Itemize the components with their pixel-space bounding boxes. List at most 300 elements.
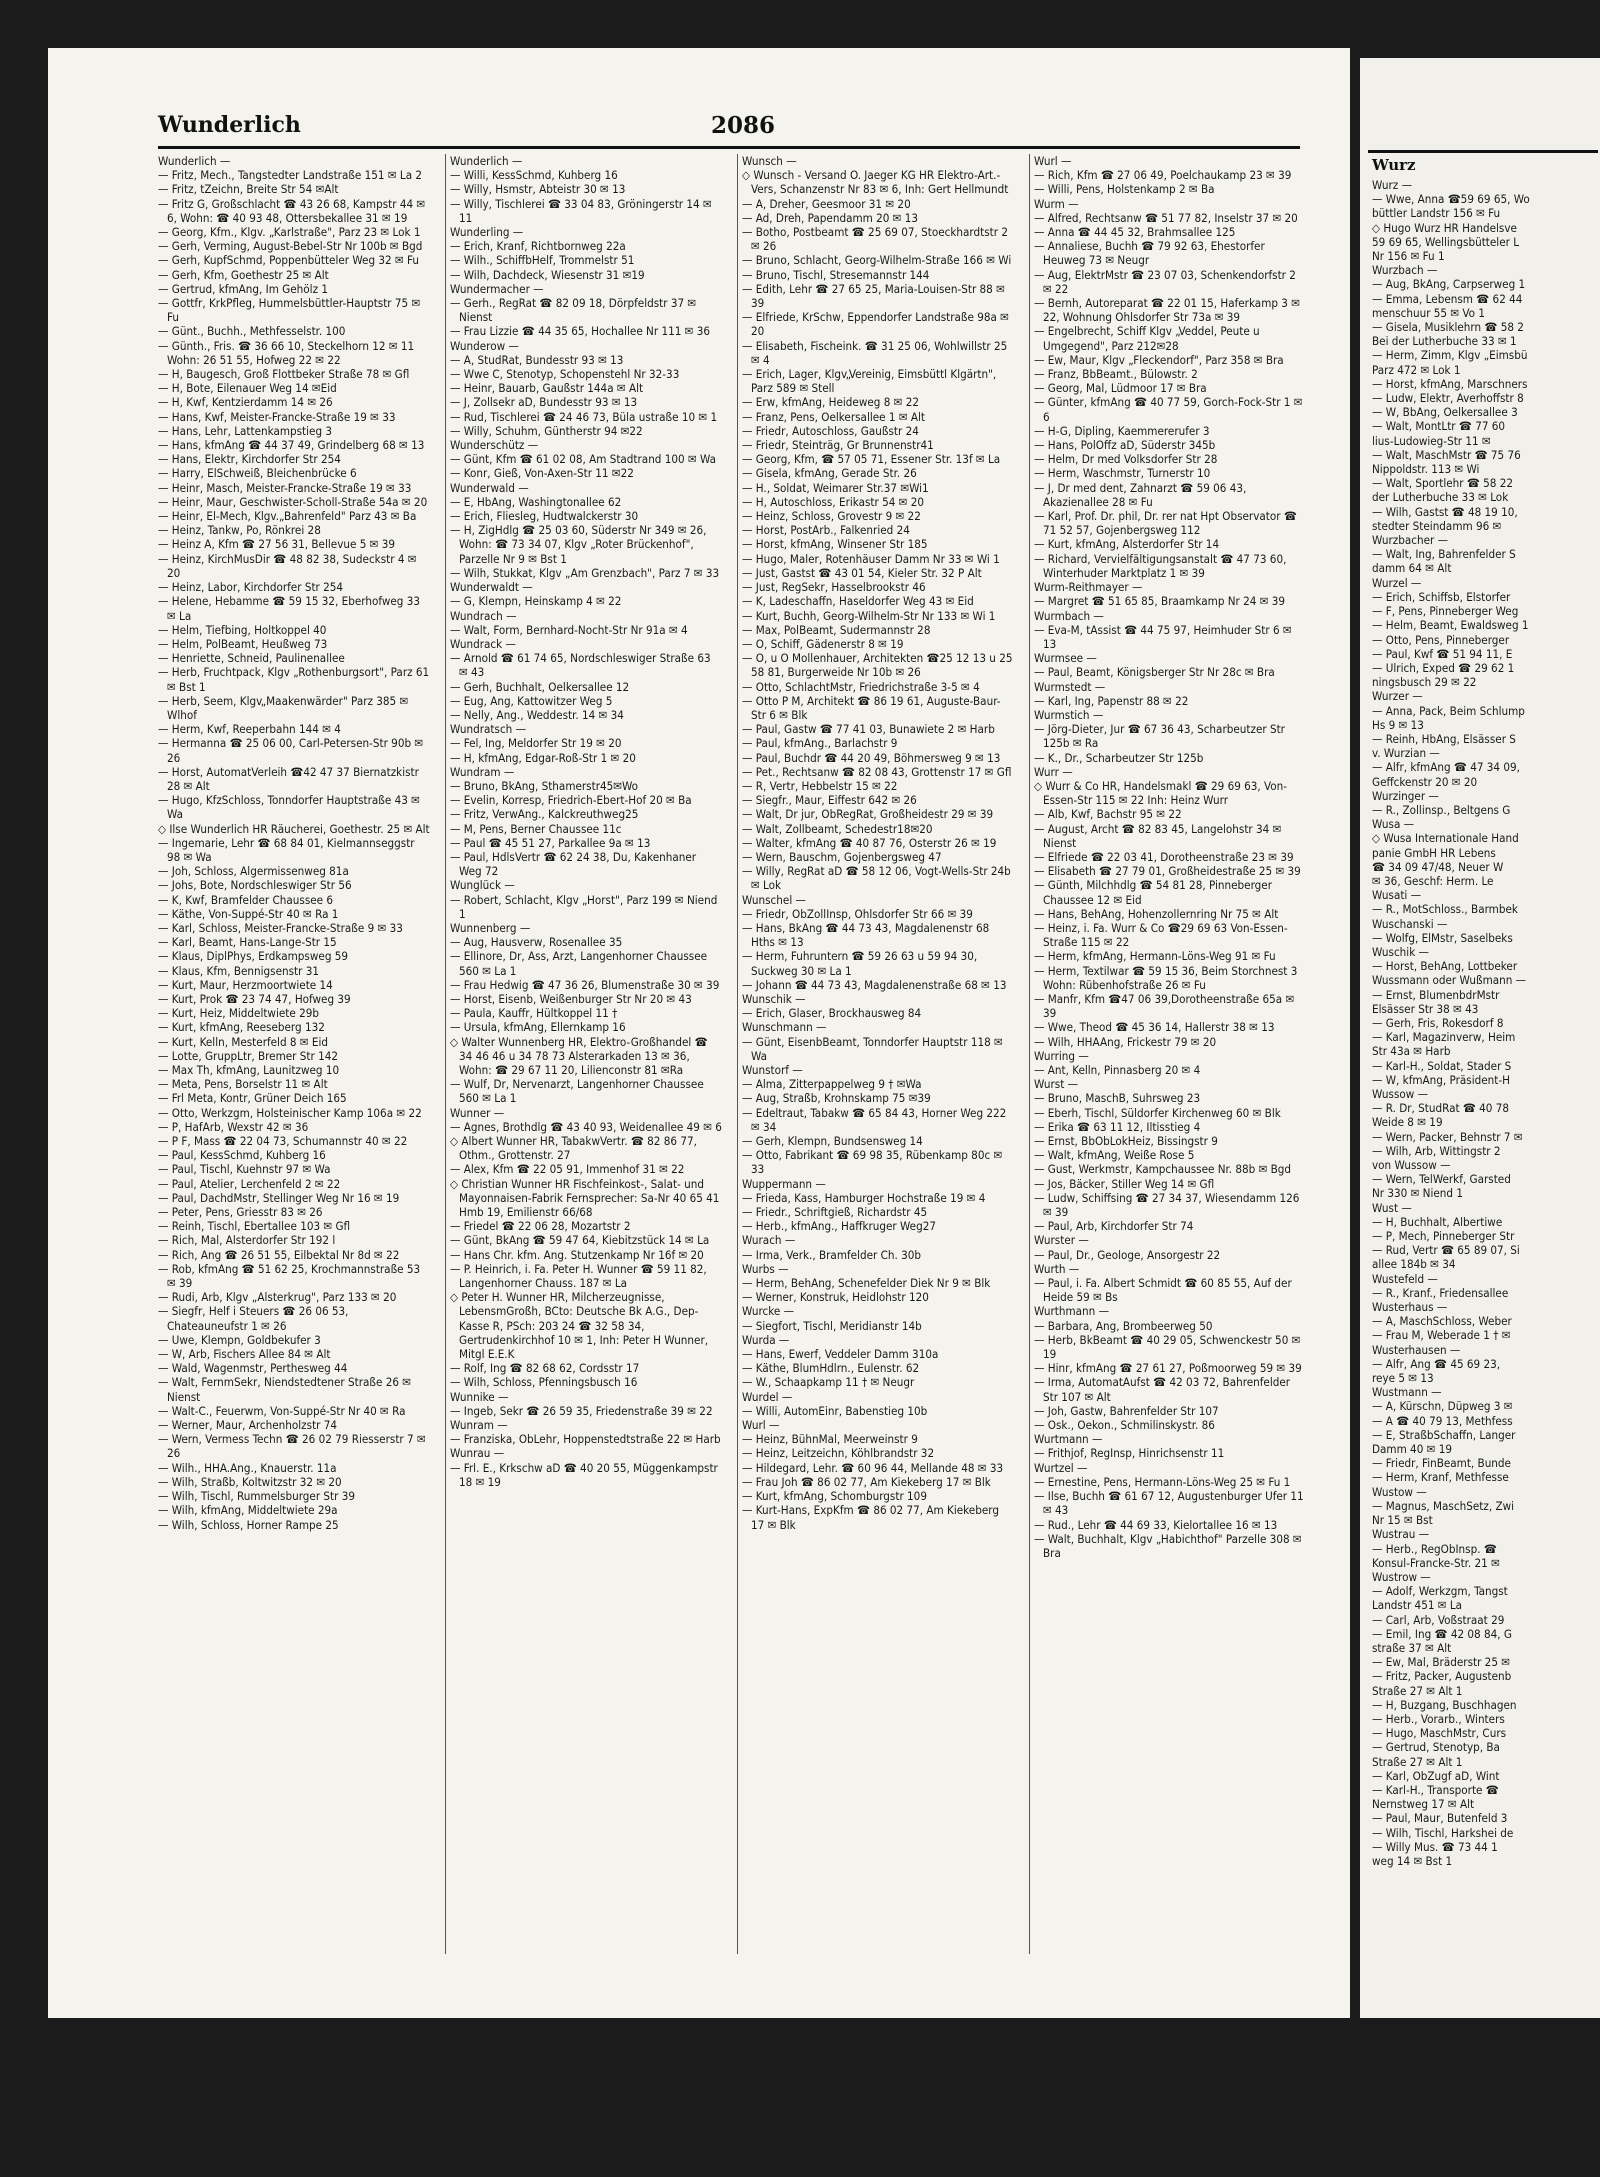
listing-entry: — Paul, Arb, Kirchdorfer Str 74: [1034, 1219, 1194, 1234]
listing-entry: — Lotte, GruppLtr, Bremer Str 142: [158, 1048, 338, 1063]
next-page-line: Wustow —: [1372, 1484, 1427, 1499]
listing-entry: — Hans, Lehr, Lattenkampstieg 3: [158, 423, 333, 438]
listing-entry: Wurtmann —: [1034, 1432, 1103, 1447]
listing-entry: Wundratsch —: [450, 722, 527, 737]
listing-entry: — Herm, kfmAng, Hermann-Löns-Weg 91 ✉ Fu: [1034, 949, 1276, 964]
listing-entry: — Rud, Tischlerei ☎ 24 46 73, Büla ustraße 10 ✉ 1: [450, 409, 718, 424]
listing-entry: — Gerh., RegRat ☎ 82 09 18, Dörpfeldstr 37 ✉ Nienst: [450, 296, 697, 325]
listing-entry: — Franz, Pens, Oelkersallee 1 ✉ Alt: [742, 409, 926, 424]
listing-entry: — Heinz, Labor, Kirchdorfer Str 254: [158, 580, 344, 595]
listing-entry: — Gerh, Buchhalt, Oelkersallee 12: [450, 679, 630, 694]
listing-entry: — Fritz, Mech., Tangstedter Landstraße 151 ✉ La 2: [158, 168, 423, 183]
listing-entry: — Otto, Werkzgm, Holsteinischer Kamp 106a ✉ 22: [158, 1105, 422, 1120]
next-page-line: Nr 330 ✉ Niend 1: [1372, 1186, 1463, 1201]
next-page-line: der Lutherbuche 33 ✉ Lok: [1372, 490, 1509, 505]
listing-entry: — Paul, DachdMstr, Stellinger Weg Nr 16 ✉ 19: [158, 1190, 400, 1205]
directory-page: [48, 48, 1350, 2018]
listing-entry: — Rolf, Ing ☎ 82 68 62, Cordsstr 17: [450, 1361, 640, 1376]
listing-entry: Wunderow —: [450, 338, 519, 353]
listing-entry: Wunderschütz —: [450, 438, 539, 453]
listing-entry: — Helm, PolBeamt, Heußweg 73: [158, 636, 328, 651]
listing-entry: — Kurt, kfmAng, Alsterdorfer Str 14: [1034, 537, 1220, 552]
listing-entry: — Heinz, i. Fa. Wurr & Co ☎29 69 63 Von-Essen-Straße 115 ✉ 22: [1034, 920, 1288, 950]
next-page-line: — Wilh, Arb, Wittingstr 2: [1372, 1143, 1501, 1158]
listing-entry: — H, Autoschloss, Erikastr 54 ✉ 20: [742, 494, 925, 509]
listing-entry: — K, Ladeschaffn, Haseldorfer Weg 43 ✉ Eid: [742, 594, 974, 609]
next-page-line: stedter Steindamm 96 ✉: [1372, 518, 1502, 533]
listing-entry: — Herm, Kwf, Reeperbahn 144 ✉ 4: [158, 722, 341, 737]
listing-entry: — Günt., Buchh., Methfesselstr. 100: [158, 324, 346, 339]
listing-entry: — Walt-C., Feuerwm, Von-Suppé-Str Nr 40 ✉ Ra: [158, 1403, 406, 1418]
next-page-line: weg 14 ✉ Bst 1: [1372, 1853, 1453, 1868]
listing-entry: — Karl, Prof. Dr. phil, Dr. rer nat Hpt Observator ☎ 71 52 57, Gojenbergsweg 112: [1034, 509, 1297, 538]
next-page-line: — F, Pens, Pinneberger Weg: [1372, 604, 1519, 619]
listing-entry: — Wilh, Schloss, Pfenningsbusch 16: [450, 1375, 638, 1390]
next-page-line: — Anna, Pack, Beim Schlump: [1372, 703, 1525, 718]
listing-entry: — Georg, Mal, Lüdmoor 17 ✉ Bra: [1034, 381, 1207, 396]
listing-entry: — Elfriede, KrSchw, Eppendorfer Landstraße 98a ✉ 20: [742, 310, 1009, 339]
listing-entry: — Helene, Hebamme ☎ 59 15 32, Eberhofweg 33 ✉ La: [158, 594, 421, 623]
listing-entry: — Klaus, Kfm, Bennigsenstr 31: [158, 963, 320, 978]
next-page-line: — Hugo, MaschMstr, Curs: [1372, 1726, 1507, 1741]
listing-entry: — Paula, Kauffr, Hültkoppel 11 †: [450, 1006, 618, 1021]
listing-entry: — Fritz, tZeichn, Breite Str 54 ✉Alt: [158, 182, 339, 197]
listing-entry: — Walt, Form, Bernhard-Nocht-Str Nr 91a ✉ 4: [450, 622, 688, 637]
listing-entry: Wunschik —: [742, 991, 806, 1006]
page-number: 2086: [711, 112, 776, 139]
listing-entry: — Hans, BehAng, Hohenzollernring Nr 75 ✉ Alt: [1034, 906, 1279, 921]
listing-entry: — Gerh, Kfm, Goethestr 25 ✉ Alt: [158, 267, 329, 282]
next-page-line: — Friedr, FinBeamt, Bunde: [1372, 1456, 1511, 1471]
listing-entry: Wuppermann —: [742, 1176, 826, 1191]
listing-entry: — Erich, Glaser, Brockhausweg 84: [742, 1006, 922, 1021]
next-page-line: Damm 40 ✉ 19: [1372, 1442, 1452, 1457]
listing-entry: — Elisabeth ☎ 27 79 01, Großheidestraße 25 ✉ 39: [1034, 864, 1301, 879]
listing-entry: ◇ Albert Wunner HR, TabakwVertr. ☎ 82 86 77, Othm., Grottenstr. 27: [450, 1134, 697, 1163]
next-page-line: Wurz —: [1372, 178, 1413, 192]
next-page-line: — Herm, Kranf, Methfesse: [1372, 1470, 1509, 1485]
listing-entry: — Robert, Schlacht, Klgv „Horst", Parz 199 ✉ Niend 1: [450, 892, 718, 921]
listing-entry: — Paul, Buchdr ☎ 44 20 49, Böhmersweg 9 ✉ 13: [742, 750, 1001, 765]
listing-entry: — Gerh, Klempn, Bundsensweg 14: [742, 1134, 923, 1149]
listing-entry: — Rud., Lehr ☎ 44 69 33, Kielortallee 16 ✉ 13: [1034, 1517, 1278, 1532]
listing-entry: — Willi, AutomEinr, Babenstieg 10b: [742, 1403, 928, 1418]
listing-entry: — Irma, AutomatAufst ☎ 42 03 72, Bahrenfelder Str 107 ✉ Alt: [1034, 1375, 1291, 1404]
listing-entry: — Günt, EisenbBeamt, Tonndorfer Hauptstr 118 ✉ Wa: [742, 1034, 1003, 1063]
listing-entry: Wunderlich —: [450, 154, 523, 168]
listing-entry: — Peter, Pens, Griesstr 83 ✉ 26: [158, 1205, 323, 1220]
next-page-line: — P, Mech, Pinneberger Str: [1372, 1229, 1515, 1244]
next-page-line: Wuschanski —: [1372, 916, 1448, 931]
listing-entry: — Erw, kfmAng, Heideweg 8 ✉ 22: [742, 395, 919, 410]
next-page-line: — Emil, Ing ☎ 42 08 84, G: [1372, 1626, 1512, 1641]
listing-entry: Wurach —: [742, 1233, 796, 1248]
listing-entry: — Heinz, BühnMal, Meerweinstr 9: [742, 1432, 918, 1447]
listing-entry: — Wern, Bauschm, Gojenbergsweg 47: [742, 849, 942, 864]
listing-entry: — Franziska, ObLehr, Hoppenstedtstraße 22 ✉ Harb: [450, 1432, 721, 1447]
listing-entry: — Karl, Ing, Papenstr 88 ✉ 22: [1034, 693, 1189, 708]
listing-entry: Wurmstedt —: [1034, 679, 1106, 694]
next-page-line: — Karl, ObZugf aD, Wint: [1372, 1768, 1500, 1783]
listing-entry: — Bruno, BkAng, Sthamerstr45✉Wo: [450, 778, 639, 793]
listing-entry: — H, kfmAng, Edgar-Roß-Str 1 ✉ 20: [450, 750, 636, 765]
listing-entry: — Karl, Beamt, Hans-Lange-Str 15: [158, 935, 337, 950]
next-page-line: — Aug, BkAng, Carpserweg 1: [1372, 277, 1526, 292]
listing-entry: — Joh, Gastw, Bahrenfelder Str 107: [1034, 1403, 1219, 1418]
listing-entry: — Ilse, Buchh ☎ 61 67 12, Augustenburger Ufer 11 ✉ 43: [1034, 1489, 1304, 1518]
next-page-line: — Erich, Schiffsb, Elstorfer: [1372, 589, 1511, 604]
listing-entry: — Hans, PolOffz aD, Süderstr 345b: [1034, 438, 1216, 453]
listing-entry: Wunnike —: [450, 1389, 509, 1404]
running-head-name: Wunderlich: [158, 112, 301, 138]
next-page-line: — Paul, Kwf ☎ 51 94 11, E: [1372, 646, 1513, 661]
listing-entry: — Gisela, kfmAng, Gerade Str. 26: [742, 466, 917, 481]
listing-entry: — H, Kwf, Kentzierdamm 14 ✉ 26: [158, 395, 333, 410]
listing-entry: — K, Kwf, Bramfelder Chaussee 6: [158, 892, 334, 907]
listing-entry: — Engelbrecht, Schiff Klgv „Veddel, Peute u Umgegend", Parz 212✉28: [1034, 324, 1260, 353]
next-page-line: Wustefeld —: [1372, 1271, 1438, 1286]
next-page-line: — R., Zollinsp., Beltgens G: [1372, 802, 1511, 817]
listing-entry: — J, Zollsekr aD, Bundesstr 93 ✉ 13: [450, 395, 638, 410]
listing-entry: — Evelin, Korresp, Friedrich-Ebert-Hof 20 ✉ Ba: [450, 793, 692, 808]
listing-entry: ◇ Ilse Wunderlich HR Räucherei, Goethestr. 25 ✉ Alt: [158, 821, 430, 836]
listing-entry: — Paul, HdlsVertr ☎ 62 24 38, Du, Kakenhaner Weg 72: [450, 849, 697, 879]
next-page-running-head: Wurz: [1372, 156, 1416, 174]
next-page-line: straße 37 ✉ Alt: [1372, 1640, 1452, 1655]
listing-entry: — Alb, Kwf, Bachstr 95 ✉ 22: [1034, 807, 1182, 822]
listing-entry: — Elisabeth, Fischeink. ☎ 31 25 06, Wohlwillstr 25 ✉ 4: [742, 338, 1008, 367]
next-page-edge: [1360, 58, 1600, 2018]
listing-entry: — Siegfr., Maur, Eiffestr 642 ✉ 26: [742, 793, 917, 808]
listing-entry: Wunderlich —: [158, 154, 231, 168]
listing-entry: — Günt, Kfm ☎ 61 02 08, Am Stadtrand 100 ✉ Wa: [450, 452, 716, 467]
listing-entry: Wurmstich —: [1034, 707, 1104, 722]
next-page-line: — Herb., Vorarb., Winters: [1372, 1711, 1505, 1726]
next-page-line: — Fritz, Packer, Augustenb: [1372, 1669, 1512, 1684]
next-page-line: — Ludw, Elektr, Averhoffstr 8: [1372, 391, 1524, 406]
listing-entry: — Heinz A, Kfm ☎ 27 56 31, Bellevue 5 ✉ 39: [158, 537, 395, 552]
listing-entry: — Hans, Kwf, Meister-Francke-Straße 19 ✉ 33: [158, 409, 396, 424]
listing-entry: Wurthmann —: [1034, 1304, 1110, 1319]
listing-entry: — Friedr., Schriftgieß, Richardstr 45: [742, 1205, 928, 1220]
listing-entry: — Annaliese, Buchh ☎ 79 92 63, Ehestorfer Heuweg 73 ✉ Neugr: [1034, 239, 1265, 268]
next-page-line: — Carl, Arb, Voßstraat 29: [1372, 1612, 1505, 1627]
listing-entry: — Kurt, kfmAng, Schomburgstr 109: [742, 1489, 927, 1504]
listing-entry: — Fritz G, Großschlacht ☎ 43 26 68, Kampstr 44 ✉ 6, Wohn: ☎ 40 93 48, Ottersbekallee 31 ✉ 19: [158, 196, 426, 225]
listing-entry: Wurda —: [742, 1332, 790, 1347]
listing-entry: — H-G, Dipling, Kaemmererufer 3: [1034, 423, 1210, 438]
listing-entry: — Willi, KessSchmd, Kuhberg 16: [450, 168, 618, 183]
next-page-line: Wust —: [1372, 1200, 1412, 1215]
listing-entry: Wurcke —: [742, 1304, 795, 1319]
listing-entry: — Johann ☎ 44 73 43, Magdalenenstraße 68 ✉ 13: [742, 977, 1007, 992]
next-page-line: — A, Kürschn, Düpweg 3 ✉: [1372, 1399, 1513, 1414]
listing-entry: — Wilh., HHA.Ang., Knauerstr. 11a: [158, 1460, 337, 1475]
listing-entry: — Henriette, Schneid, Paulinenallee: [158, 651, 345, 666]
listing-entry: — Heinz, Leitzeichn, Köhlbrandstr 32: [742, 1446, 935, 1461]
next-page-line: — Gerh, Fris, Rokesdorf 8: [1372, 1015, 1504, 1030]
next-page-line: Geffckenstr 20 ✉ 20: [1372, 774, 1478, 789]
listing-entry: — P F, Mass ☎ 22 04 73, Schumannstr 40 ✉ 22: [158, 1134, 408, 1149]
listing-entry: — Nelly, Ang., Weddestr. 14 ✉ 34: [450, 707, 624, 722]
listing-entry: — Paul, kfmAng., Barlachstr 9: [742, 736, 898, 751]
listing-entry: — Günth, Milchhdlg ☎ 54 81 28, Pinneberger Chaussee 12 ✉ Eid: [1034, 878, 1272, 907]
next-page-line: — Herm, Zimm, Klgv „Eimsbü: [1372, 348, 1528, 363]
next-page-line: Wurzer —: [1372, 689, 1423, 704]
listing-entry: Wunderling —: [450, 225, 524, 240]
listing-entry: — W, Arb, Fischers Allee 84 ✉ Alt: [158, 1347, 331, 1362]
listing-entry: — Joh, Schloss, Algermissenweg 81a: [158, 864, 349, 879]
listing-entry: — Hugo, KfzSchloss, Tonndorfer Hauptstraße 43 ✉ Wa: [158, 793, 420, 822]
listing-entry: — Horst, Eisenb, Weißenburger Str Nr 20 ✉ 43: [450, 991, 692, 1006]
listing-entry: — J, Dr med dent, Zahnarzt ☎ 59 06 43, Akazienallee 28 ✉ Fu: [1034, 480, 1247, 509]
next-page-line: — Wern, TelWerkf, Garsted: [1372, 1172, 1511, 1187]
listing-entry: — W., Schaapkamp 11 † ✉ Neugr: [742, 1375, 915, 1390]
listing-entry: — Hans, kfmAng ☎ 44 37 49, Grindelberg 68 ✉ 13: [158, 438, 425, 453]
listing-entry: — Rudi, Arb, Klgv „Alsterkrug", Parz 133 ✉ 20: [158, 1290, 397, 1305]
listing-entry: — Margret ☎ 51 65 85, Braamkamp Nr 24 ✉ 39: [1034, 594, 1286, 609]
listing-entry: — Wwe, Theod ☎ 45 36 14, Hallerstr 38 ✉ 13: [1034, 1020, 1275, 1035]
listing-entry: — Hans, BkAng ☎ 44 73 43, Magdalenenstr 68 Hths ✉ 13: [742, 920, 990, 950]
listing-entry: — Heinr, Maur, Geschwister-Scholl-Straße 54a ✉ 20: [158, 494, 428, 509]
next-page-line: von Wussow —: [1372, 1158, 1451, 1173]
listing-entry: — Edeltraut, Tabakw ☎ 65 84 43, Horner Weg 222 ✉ 34: [742, 1105, 1007, 1134]
listing-entry: — Bruno, Schlacht, Georg-Wilhelm-Straße 166 ✉ Wi: [742, 253, 1012, 268]
listing-column-2: [450, 154, 722, 1489]
next-page-line: — Paul, Maur, Butenfeld 3: [1372, 1811, 1508, 1826]
listing-entry: — Fritz, VerwAng., Kalckreuthweg25: [450, 807, 639, 822]
listing-entry: — Walt, Zollbeamt, Schedestr18✉20: [742, 821, 933, 836]
next-page-line: — Walt, MontLtr ☎ 77 60: [1372, 419, 1506, 434]
listing-entry: — P. Heinrich, i. Fa. Peter H. Wunner ☎ 59 11 82, Langenhorner Chauss. 187 ✉ La: [450, 1261, 707, 1291]
listing-entry: Wunrau —: [450, 1446, 505, 1461]
listing-entry: — Georg, Kfm, ☎ 57 05 71, Essener Str. 13f ✉ La: [742, 452, 1001, 467]
listing-entry: — E, HbAng, Washingtonallee 62: [450, 494, 622, 509]
listing-entry: Wunderwald —: [450, 480, 529, 495]
listing-entry: — Otto, SchlachtMstr, Friedrichstraße 3-5 ✉ 4: [742, 679, 980, 694]
listing-entry: — Eva-M, tAssist ☎ 44 75 97, Heimhuder Str 6 ✉ 13: [1034, 622, 1292, 651]
listing-entry: — Werner, Maur, Archenholzstr 74: [158, 1418, 338, 1433]
listing-entry: — Ursula, kfmAng, Ellernkamp 16: [450, 1020, 626, 1035]
listing-entry: Wundram —: [450, 764, 515, 779]
listing-entry: — Gerh, Verming, August-Bebel-Str Nr 100b ✉ Bgd: [158, 239, 423, 254]
listing-entry: — Richard, Vervielfältigungsanstalt ☎ 47 73 60, Winterhuder Marktplatz 1 ✉ 39: [1034, 551, 1287, 580]
listing-entry: — Aug, ElektrMstr ☎ 23 07 03, Schenkendorfstr 2 ✉ 22: [1034, 267, 1296, 296]
listing-column-3: [742, 154, 1014, 1532]
listing-entry: Wurm-Reithmayer —: [1034, 580, 1143, 595]
listing-entry: Wurring —: [1034, 1048, 1089, 1063]
listing-entry: — Walt, Buchhalt, Klgv „Habichthof" Parzelle 308 ✉ Bra: [1034, 1531, 1302, 1560]
listing-entry: — Frl Meta, Kontr, Grüner Deich 165: [158, 1091, 347, 1106]
listing-entry: Wunschmann —: [742, 1020, 827, 1035]
listing-entry: — Ernst, BbObLokHeiz, Bissingstr 9: [1034, 1134, 1218, 1149]
listing-entry: — Pet., Rechtsanw ☎ 82 08 43, Grottenstr 17 ✉ Gfl: [742, 764, 1012, 779]
listing-entry: — Herm, Fuhruntern ☎ 59 26 63 u 59 94 30, Suckweg 30 ✉ La 1: [742, 949, 978, 978]
next-page-line: Bei der Lutherbuche 33 ✉ 1: [1372, 334, 1517, 349]
next-page-line: — Emma, Lebensm ☎ 62 44: [1372, 291, 1523, 306]
listing-entry: — Eug, Ang, Kattowitzer Weg 5: [450, 693, 613, 708]
listing-entry: Wurtzel —: [1034, 1460, 1088, 1475]
next-page-line: — Wwe, Anna ☎59 69 65, Wo: [1372, 192, 1530, 207]
next-page-line: ningsbusch 29 ✉ 22: [1372, 675, 1477, 690]
next-page-line: — Ew, Mal, Bräderstr 25 ✉: [1372, 1655, 1511, 1670]
listing-entry: — Herm, Waschmstr, Turnerstr 10: [1034, 466, 1211, 481]
listing-entry: — Kurt, Kelln, Mesterfeld 8 ✉ Eid: [158, 1034, 329, 1049]
listing-entry: — Hermanna ☎ 25 06 00, Carl-Petersen-Str 90b ✉ 26: [158, 736, 424, 765]
next-page-line: menschuur 55 ✉ Vo 1: [1372, 305, 1485, 320]
listing-entry: — Paul, Tischl, Kuehnstr 97 ✉ Wa: [158, 1162, 331, 1177]
next-page-line: — W, kfmAng, Präsident-H: [1372, 1072, 1510, 1087]
next-page-line: damm 64 ✉ Alt: [1372, 561, 1452, 576]
listing-entry: — Walt, kfmAng, Weiße Rose 5: [1034, 1148, 1195, 1163]
listing-entry: Wunnenberg —: [450, 920, 531, 935]
listing-entry: Wurbs —: [742, 1261, 789, 1276]
next-page-line: Weide 8 ✉ 19: [1372, 1115, 1443, 1130]
listing-entry: — Willy, Schuhm, Güntherstr 94 ✉22: [450, 423, 643, 438]
listing-entry: — Paul, Dr., Geologe, Ansorgestr 22: [1034, 1247, 1221, 1262]
listing-entry: — Klaus, DiplPhys, Erdkampsweg 59: [158, 949, 349, 964]
listing-entry: — Walt, FernmSekr, Niendstedtener Straße 26 ✉ Nienst: [158, 1375, 412, 1404]
listing-entry: — Wilh., SchiffbHelf, Trommelstr 51: [450, 253, 635, 268]
listing-entry: — Käthe, BlumHdlrn., Eulenstr. 62: [742, 1361, 920, 1376]
listing-entry: Wundrach —: [450, 608, 517, 623]
listing-entry: — Friedr, Autoschloss, Gaußstr 24: [742, 423, 919, 438]
listing-entry: — H, Baugesch, Groß Flottbeker Straße 78 ✉ Gfl: [158, 367, 410, 382]
listing-entry: — Konr, Gieß, Von-Axen-Str 11 ✉22: [450, 466, 634, 481]
listing-entry: — Aug, Hausverw, Rosenallee 35: [450, 935, 623, 950]
listing-entry: — Herm, Textilwar ☎ 59 15 36, Beim Storchnest 3 Wohn: Rübenhofstraße 26 ✉ Fu: [1034, 963, 1298, 992]
next-page-line: — A ☎ 40 79 13, Methfess: [1372, 1413, 1513, 1428]
listing-entry: ◇ Wunsch - Versand O. Jaeger KG HR Elektro-Art.-Vers, Schanzenstr Nr 83 ✉ 6, Inh: Gert Hellmundt: [742, 168, 1009, 197]
listing-entry: — Alma, Zitterpappelweg 9 † ✉Wa: [742, 1077, 922, 1092]
listing-entry: — Eberh, Tischl, Süldorfer Kirchenweg 60 ✉ Blk: [1034, 1105, 1281, 1120]
listing-entry: — August, Archt ☎ 82 83 45, Langelohstr 34 ✉ Nienst: [1034, 821, 1282, 850]
next-page-line: ☎ 34 09 47/48, Neuer W: [1372, 859, 1504, 874]
listing-entry: ◇ Wurr & Co HR, Handelsmakl ☎ 29 69 63, Von-Essen-Str 115 ✉ 22 Inh: Heinz Wurr: [1034, 778, 1288, 808]
listing-entry: — Frithjof, RegInsp, Hinrichsenstr 11: [1034, 1446, 1225, 1461]
next-page-line: Parz 472 ✉ Lok 1: [1372, 362, 1461, 377]
listing-entry: — Wald, Wagenmstr, Perthesweg 44: [158, 1361, 348, 1376]
next-page-line: Wuschik —: [1372, 944, 1429, 959]
next-page-rule: [1368, 150, 1598, 153]
listing-entry: — Ludw, Schiffsing ☎ 27 34 37, Wiesendamm 126 ✉ 39: [1034, 1190, 1300, 1220]
next-page-line: lius-Ludowieg-Str 11 ✉: [1372, 433, 1491, 448]
listing-entry: — Hans, Elektr, Kirchdorfer Str 254: [158, 452, 341, 467]
listing-entry: — Arnold ☎ 61 74 65, Nordschleswiger Straße 63 ✉ 43: [450, 651, 711, 680]
listing-entry: — H, Bote, Eilenauer Weg 14 ✉Eid: [158, 381, 337, 396]
listing-entry: — Willi, Pens, Holstenkamp 2 ✉ Ba: [1034, 182, 1215, 197]
listing-entry: — Herb, BkBeamt ☎ 40 29 05, Schwenckestr 50 ✉ 19: [1034, 1332, 1301, 1362]
next-page-line: ◇ Hugo Wurz HR Handelsve: [1372, 220, 1517, 235]
listing-entry: — Max Th, kfmAng, Launitzweg 10: [158, 1063, 340, 1077]
listing-entry: — Helm, Dr med Volksdorfer Str 28: [1034, 452, 1218, 467]
listing-entry: — Kurt, Prok ☎ 23 74 47, Hofweg 39: [158, 991, 351, 1006]
next-page-line: — Ulrich, Exped ☎ 29 62 1: [1372, 660, 1515, 675]
listing-entry: — Friedel ☎ 22 06 28, Mozartstr 2: [450, 1219, 631, 1234]
listing-entry: — Ant, Kelln, Pinnasberg 20 ✉ 4: [1034, 1063, 1201, 1077]
listing-entry: — Bernh, Autoreparat ☎ 22 01 15, Haferkamp 3 ✉ 22, Wohnung Ohlsdorfer Str 73a ✉ 39: [1034, 296, 1300, 325]
listing-entry: — Hans, Ewerf, Veddeler Damm 310a: [742, 1347, 939, 1362]
listing-entry: — M, Pens, Berner Chaussee 11c: [450, 821, 622, 836]
next-page-line: reye 5 ✉ 13: [1372, 1371, 1434, 1386]
listing-entry: — Ernestine, Pens, Hermann-Löns-Weg 25 ✉ Fu 1: [1034, 1474, 1291, 1489]
listing-entry: — O, Schiff, Gädenerstr 8 ✉ 19: [742, 636, 904, 651]
next-page-column: [1372, 178, 1600, 1868]
next-page-line: — Walt, MaschMstr ☎ 75 76: [1372, 447, 1521, 462]
listing-entry: — Paul, Atelier, Lerchenfeld 2 ✉ 22: [158, 1176, 341, 1191]
listing-entry: Wunglück —: [450, 878, 515, 893]
listing-entry: — Herm, BehAng, Schenefelder Diek Nr 9 ✉ Blk: [742, 1276, 991, 1291]
listing-entry: — Heinz, Tankw, Po, Rönkrei 28: [158, 523, 321, 538]
listing-entry: — G, Klempn, Heinskamp 4 ✉ 22: [450, 594, 622, 609]
listing-entry: — Heinr, El-Mech, Klgv.„Bahrenfeld" Parz 43 ✉ Ba: [158, 509, 417, 524]
next-page-line: Wurzbach —: [1372, 263, 1438, 278]
listing-entry: — Ingeb, Sekr ☎ 26 59 35, Friedenstraße 39 ✉ 22: [450, 1403, 713, 1418]
listing-entry: — Hans Chr. kfm. Ang. Stutzenkamp Nr 16f ✉ 20: [450, 1247, 704, 1262]
listing-entry: Wurmbach —: [1034, 608, 1104, 623]
listing-entry: — Kurt, Heiz, Middeltwiete 29b: [158, 1006, 319, 1021]
listing-entry: — Wulf, Dr, Nervenarzt, Langenhorner Chaussee 560 ✉ La 1: [450, 1077, 704, 1106]
next-page-line: — H, Buchhalt, Albertiwe: [1372, 1214, 1503, 1229]
next-page-line: ✉ 36, Geschf: Herm. Le: [1372, 873, 1494, 888]
next-page-line: — Gisela, Musiklehrn ☎ 58 2: [1372, 320, 1524, 335]
column-divider: [737, 154, 738, 1954]
header-rule: [158, 146, 1300, 149]
listing-entry: — Willy, Hsmstr, Abteistr 30 ✉ 13: [450, 182, 626, 197]
listing-entry: — Irma, Verk., Bramfelder Ch. 30b: [742, 1247, 922, 1262]
listing-entry: — Elfriede ☎ 22 03 41, Dorotheenstraße 23 ✉ 39: [1034, 849, 1294, 864]
next-page-line: — Helm, Beamt, Ewaldsweg 1: [1372, 618, 1529, 633]
listing-entry: — Heinr, Bauarb, Gaußstr 144a ✉ Alt: [450, 381, 644, 396]
listing-entry: — Frl. E., Krkschw aD ☎ 40 20 55, Müggenkampstr 18 ✉ 19: [450, 1460, 718, 1489]
listing-entry: — Heinr, Masch, Meister-Francke-Straße 19 ✉ 33: [158, 480, 412, 495]
listing-entry: — Ingemarie, Lehr ☎ 68 84 01, Kielmannseggstr 98 ✉ Wa: [158, 835, 415, 864]
listing-entry: — Walter, kfmAng ☎ 40 87 76, Osterstr 26 ✉ 19: [742, 835, 997, 850]
listing-entry: — Rich, Kfm ☎ 27 06 49, Poelchaukamp 23 ✉ 39: [1034, 168, 1292, 183]
next-page-line: — Wilh, Gastst ☎ 48 19 10,: [1372, 504, 1518, 519]
listing-entry: — Siegfort, Tischl, Meridianstr 14b: [742, 1318, 922, 1333]
listing-entry: — Johs, Bote, Nordschleswiger Str 56: [158, 878, 352, 893]
listing-entry: Wurmsee —: [1034, 651, 1097, 666]
next-page-line: — Adolf, Werkzgm, Tangst: [1372, 1584, 1508, 1599]
listing-entry: — Barbara, Ang, Brombeerweg 50: [1034, 1318, 1213, 1333]
next-page-line: Straße 27 ✉ Alt 1: [1372, 1754, 1463, 1769]
listing-entry: Wunsch —: [742, 154, 797, 168]
next-page-line: v. Wurzian —: [1372, 746, 1440, 761]
listing-entry: — Gottfr, KrkPfleg, Hummelsbüttler-Hauptstr 75 ✉ Fu: [158, 296, 421, 325]
listing-entry: — Horst, kfmAng, Winsener Str 185: [742, 537, 928, 552]
next-page-line: 59 69 65, Wellingsbütteler L: [1372, 234, 1520, 249]
listing-entry: Wunner —: [450, 1105, 505, 1120]
listing-entry: — Alfred, Rechtsanw ☎ 51 77 82, Inselstr 37 ✉ 20: [1034, 210, 1298, 225]
listing-entry: Wurster —: [1034, 1233, 1089, 1248]
listing-entry: — Werner, Konstruk, Heidlohstr 120: [742, 1290, 929, 1305]
listing-entry: — Herb., kfmAng., Haffkruger Weg27: [742, 1219, 936, 1234]
next-page-line: — W, BbAng, Oelkersallee 3: [1372, 405, 1518, 420]
listing-entry: — Wern, Vermess Techn ☎ 26 02 79 Riesserstr 7 ✉ 26: [158, 1432, 426, 1461]
listing-entry: — Gertrud, kfmAng, Im Gehölz 1: [158, 281, 328, 296]
listing-entry: — Heinz, KirchMusDir ☎ 48 82 38, Sudeckstr 4 ✉ 20: [158, 551, 417, 580]
listing-entry: — Harry, ElSchweiß, Bleichenbrücke 6: [158, 466, 357, 481]
next-page-line: — Rud, Vertr ☎ 65 89 07, Si: [1372, 1243, 1520, 1258]
listing-entry: — Walt, Dr jur, ObRegRat, Großheidestr 29 ✉ 39: [742, 807, 994, 822]
listing-entry: — Anna ☎ 44 45 32, Brahmsallee 125: [1034, 225, 1236, 240]
listing-entry: ◇ Peter H. Wunner HR, Milcherzeugnisse, LebensmGroßh, BCto: Deutsche Bk A.G., Dep-Kasse R, PSch: 203 24 ☎ 32 58 34, Gertrudenkirchhof 10 ✉ 1, Inh: Peter H Wunner, Mitgl E.E.K: [450, 1290, 709, 1362]
column-divider: [445, 154, 446, 1954]
next-page-line: Wustmann —: [1372, 1385, 1442, 1400]
listing-entry: — Kurt, kfmAng, Reeseberg 132: [158, 1020, 325, 1035]
listing-entry: — K., Dr., Scharbeutzer Str 125b: [1034, 750, 1204, 765]
